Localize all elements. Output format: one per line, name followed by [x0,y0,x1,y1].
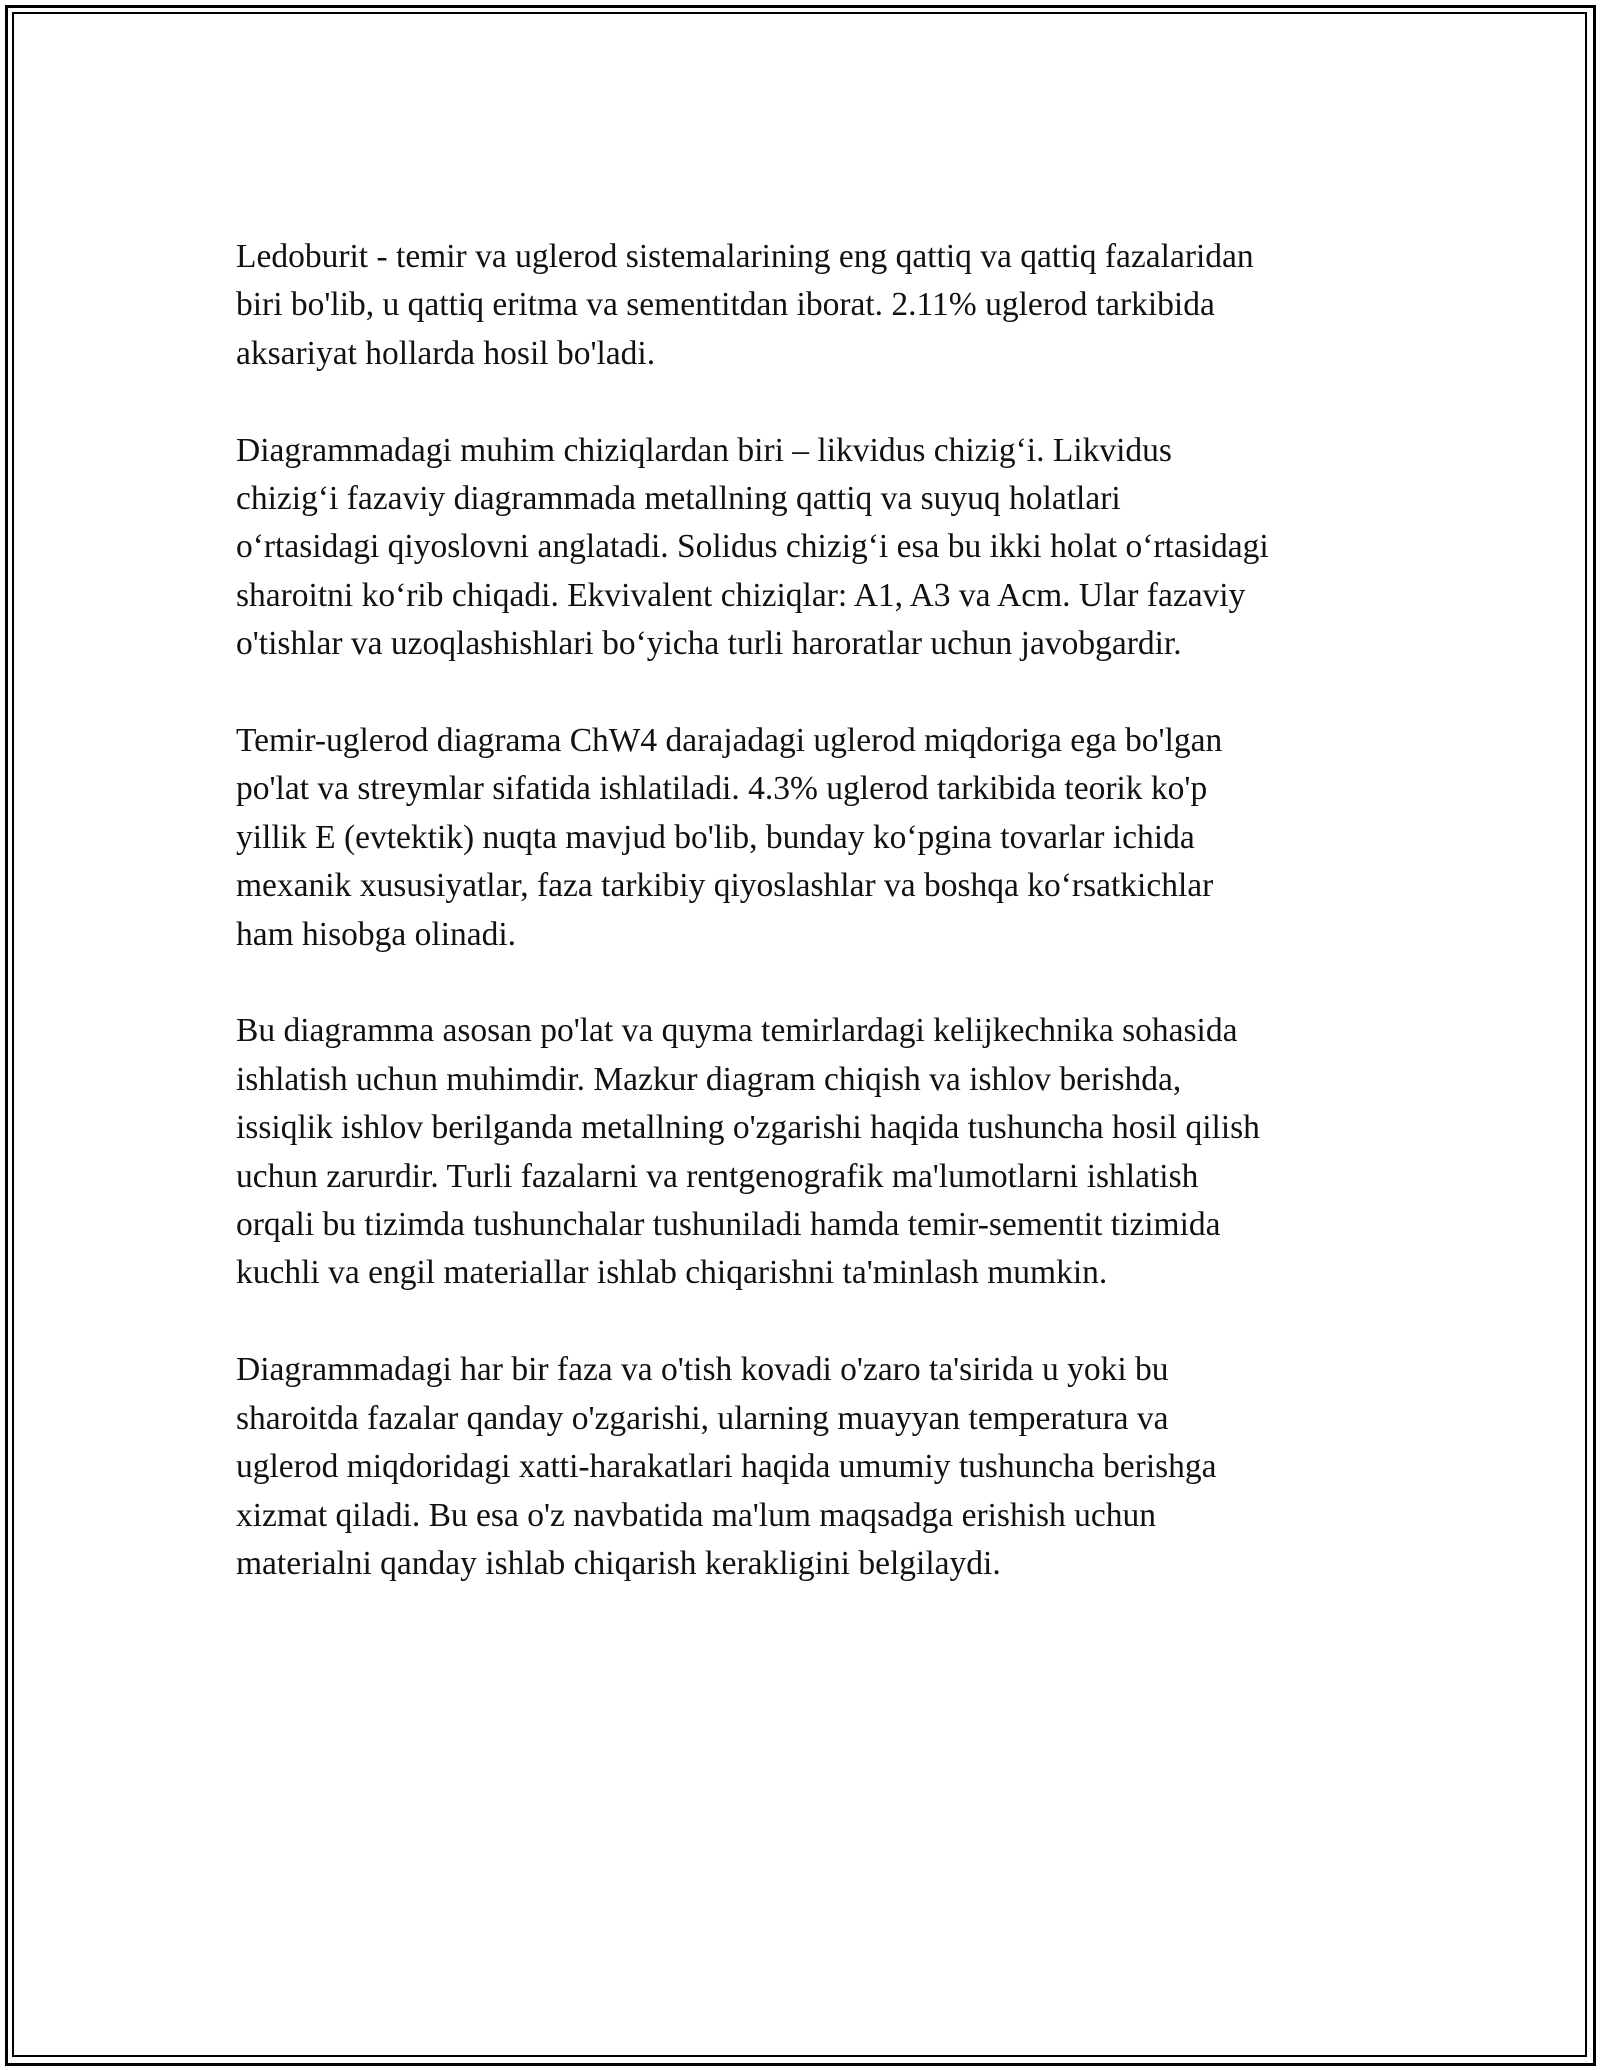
text-line: biri bo'lib, u qattiq eritma va sementitdan iborat. 2.11% uglerod tarkibida [236,286,1215,324]
paragraph-conclusion [236,1346,1376,1588]
text-line: xizmat qiladi. Bu esa o'z navbatida ma'lum maqsadga erishish uchun [236,1496,1157,1534]
paragraph-liquidus [236,427,1376,669]
text-line: Diagrammadagi muhim chiziqlardan biri – likvidus chizig‘i. Likvidus [236,431,1172,469]
text-line: mexanik xususiyatlar, faza tarkibiy qiyoslashlar va boshqa ko‘rsatkichlar [236,867,1214,905]
text-line: ham hisobga olinadi. [236,915,517,953]
text-line: uglerod miqdoridagi xatti-harakatlari haqida umumiy tushuncha berishga [236,1448,1217,1486]
text-line: po'lat va streymlar sifatida ishlatiladi. 4.3% uglerod tarkibida teorik ko'p [236,770,1208,808]
text-line: materialni qanday ishlab chiqarish kerakligini belgilaydi. [236,1544,1001,1582]
text-line: issiqlik ishlov berilganda metallning o'zgarishi haqida tushuncha hosil qilish [236,1109,1260,1147]
text-line: yillik E (evtektik) nuqta mavjud bo'lib, bunday ko‘pgina tovarlar ichida [236,818,1195,856]
text-line: Diagrammadagi har bir faza va o'tish kovadi o'zaro ta'sirida u yoki bu [236,1351,1169,1389]
text-line: o‘rtasidagi qiyoslovni anglatadi. Solidus chizig‘i esa bu ikki holat o‘rtasidagi [236,528,1269,566]
text-line: aksariyat hollarda hosil bo'ladi. [236,334,656,372]
document-body [236,233,1376,1637]
text-line: Bu diagramma asosan po'lat va quyma temirlardagi kelijkechnika sohasida [236,1012,1238,1050]
text-line: sharoitni ko‘rib chiqadi. Ekvivalent chiziqlar: A1, A3 va Acm. Ular fazaviy [236,576,1246,614]
paragraph-eutectic [236,717,1376,959]
text-line: orqali bu tizimda tushunchalar tushuniladi hamda temir-sementit tizimida [236,1206,1221,1244]
text-line: o'tishlar va uzoqlashishlari bo‘yicha turli haroratlar uchun javobgardir. [236,625,1182,663]
text-line: Ledoburit - temir va uglerod sistemalarining eng qattiq va qattiq fazalaridan [236,238,1254,275]
text-line: kuchli va engil materiallar ishlab chiqarishni ta'minlash mumkin. [236,1254,1108,1292]
text-line: sharoitda fazalar qanday o'zgarishi, ularning muayyan temperatura va [236,1399,1169,1437]
paragraph-applications [236,1007,1376,1297]
paragraph-ledeburite [236,233,1376,378]
text-line: ishlatish uchun muhimdir. Mazkur diagram chiqish va ishlov berishda, [236,1060,1182,1098]
text-line: Temir-uglerod diagrama ChW4 darajadagi uglerod miqdoriga ega bo'lgan [236,722,1223,760]
text-line: chizig‘i fazaviy diagrammada metallning qattiq va suyuq holatlari [236,480,1121,518]
text-line: uchun zarurdir. Turli fazalarni va rentgenografik ma'lumotlarni ishlatish [236,1157,1199,1195]
